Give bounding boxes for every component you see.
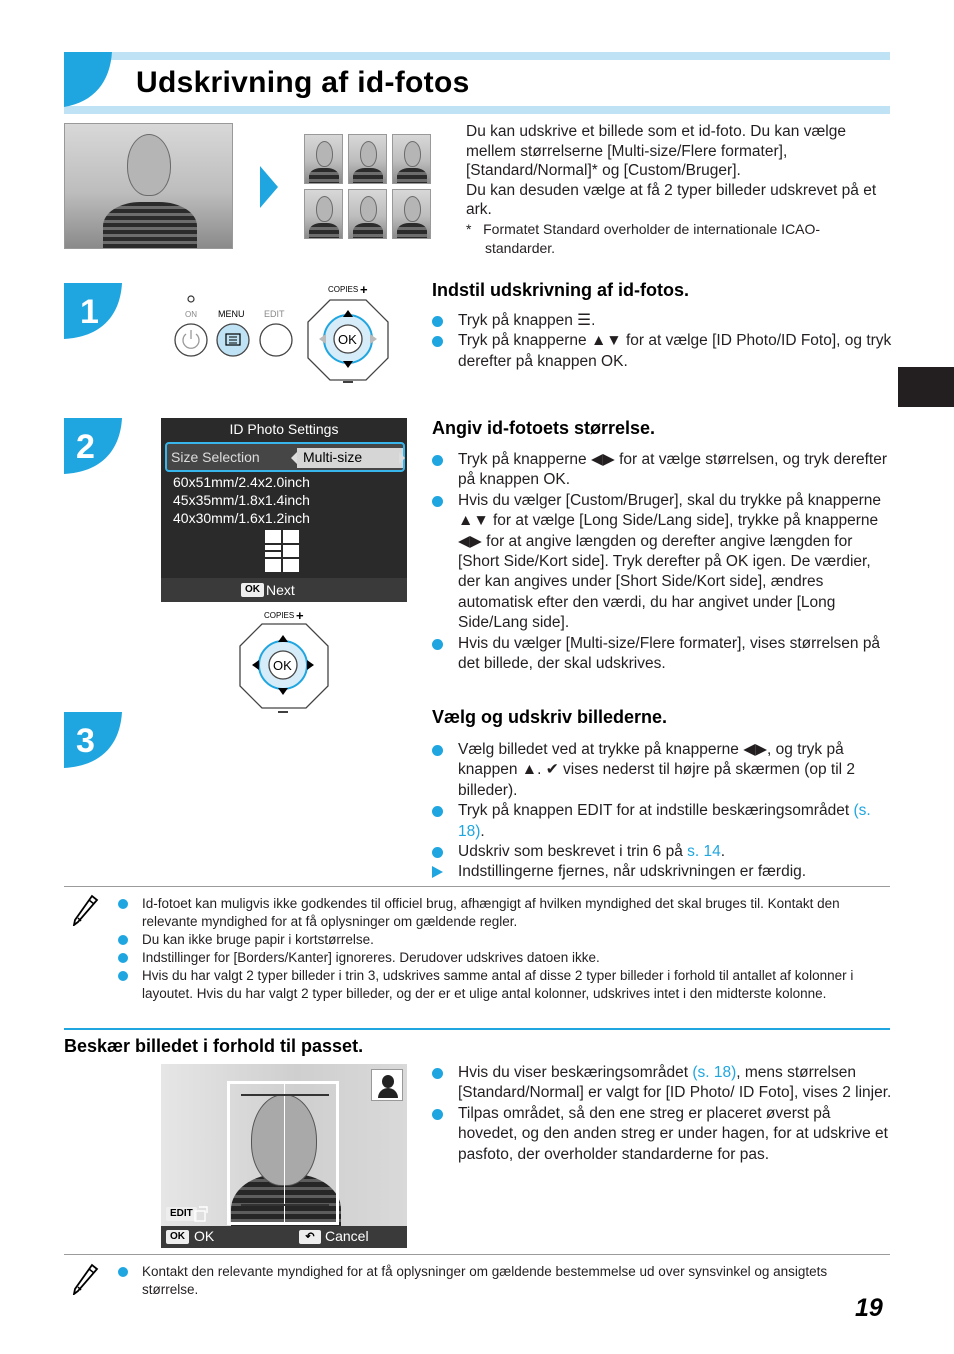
step-2-bullet-2: Hvis du vælger [Custom/Bruger], skal du trykke på knapperne ▲▼ for at vælge [Long Side/Lang side], trykke på knapperne ◀▶ for at angive længden og derefter angive længden for [Short Side/Kort side]. Tryk derefter på OK igen. De værdier, der kan angives under [Short Side/Kort side], ændres automatisk efter den værdi, du har angivet under [Long Side/Lang side]. [432,491,892,634]
pencil-icon-2 [70,1261,100,1295]
ok-badge-2: OK [166,1230,189,1244]
crop-section-heading: Beskær billedet i forhold til passet. [64,1036,364,1056]
crop-edit-screen [161,1064,407,1248]
crop-list [432,1063,892,1165]
crop-bullet-2: Tilpas området, så den ene streg er placeret øverst på hovedet, og den anden streg er under hagen, for at udskrive et pasfoto, der overholder standarderne for pas. [432,1104,892,1165]
title-swoosh-icon [64,52,124,114]
intro-paragraph-1: Du kan udskrive et billede som et id-foto. Du kan vælge mellem størrelserne [Multi-size/Flere formater], [Standard/Normal]* og [Custom/Bruger]. [466,123,846,179]
on-label: ON [185,310,197,319]
edit-button [260,324,292,356]
notes-list-1 [116,895,886,1003]
size-option-3: 40x30mm/1.6x1.2inch [173,510,310,526]
intro-footnote: * Formatet Standard overholder de internationale ICAO-standarder. [466,220,821,256]
ok-badge: OK [241,583,264,597]
intro-paragraph-2: Du kan desuden vælge at få 2 typer billeder udskrevet på et ark. [466,181,877,218]
pencil-icon [70,892,100,926]
step-1-badge [64,283,122,341]
svg-text:+: + [360,282,368,297]
step-3-badge [64,712,122,770]
size-selection-row[interactable] [165,442,405,472]
rotate-icon [193,1205,209,1223]
copies-label: COPIES [328,285,359,294]
portrait-photo [64,123,233,249]
step-3-bullet-1: Vælg billedet ved at trykke på knapperne ◀▶, og tryk på knappen ▲. ✔ vises nederst til højre på skærmen (op til 2 billeder). [432,740,892,801]
layout-preview-icon [265,530,299,572]
link-page-14[interactable]: s. 14 [687,843,721,861]
copies-label-2: COPIES [264,611,295,620]
screen-footer [161,578,407,602]
title-band-top [64,52,890,60]
svg-text:+: + [296,608,304,623]
back-icon: ↶ [299,1230,321,1244]
step-3-list [432,740,892,883]
page-number: 19 [855,1294,883,1322]
screen-title: ID Photo Settings [229,421,339,437]
step-1-list [432,311,892,372]
notes-list-2 [116,1263,836,1299]
printer-buttons-diagram [170,282,390,388]
section-divider [64,1028,890,1030]
step-1-heading: Indstil udskrivning af id-fotos. [432,280,690,300]
note-5: Kontakt den relevante myndighed for at få oplysninger om gældende bestemmelse ud over synsvinkel og ansigtets størrelse. [116,1263,836,1299]
step-3-result: Indstillingerne fjernes, når udskrivningen er færdig. [432,862,892,882]
next-label: Next [266,582,295,598]
step-1-number: 1 [80,293,99,331]
size-option-2: 45x35mm/1.8x1.4inch [173,492,310,508]
step-3-bullet-3: Udskriv som beskrevet i trin 6 på s. 14. [432,842,892,862]
step-1-bullet-2: Tryk på knapperne ▲▼ for at vælge [ID Photo/ID Foto], og tryk derefter på knappen OK. [432,331,892,372]
step-3-number: 3 [76,722,95,760]
guide-line-bottom[interactable] [241,1204,329,1206]
ok-label-2: OK [273,658,292,673]
size-selection-value: Multi-size [297,448,403,468]
title-band-bottom [64,106,890,114]
person-icon [371,1069,403,1101]
step-2-bullet-1: Tryk på knapperne ◀▶ for at vælge størrelsen, og tryk derefter på knappen OK. [432,450,892,491]
ok-label-3: OK [194,1228,215,1244]
divider-top-notes [64,886,890,887]
arrow-right-icon [260,166,278,208]
note-3: Indstillinger for [Borders/Kanter] ignoreres. Derudover udskrives datoen ikke. [116,949,886,967]
intro-text [466,122,886,258]
link-page-18[interactable]: (s. 18) [458,802,871,840]
step-2-heading: Angiv id-fotoets størrelse. [432,418,656,438]
size-option-1: 60x51mm/2.4x2.0inch [173,474,310,490]
step-3-bullet-2: Tryk på knappen EDIT for at indstille beskæringsområdet (s. 18). [432,801,892,842]
right-arrow-icon [399,452,405,464]
cancel-label: Cancel [325,1228,369,1244]
power-button [175,324,207,356]
edit-label: EDIT [264,309,285,319]
edit-badge: EDIT [166,1207,197,1221]
note-2: Du kan ikke bruge papir i kortstørrelse. [116,931,886,949]
divider-bottom-notes [64,1254,890,1255]
size-selection-label: Size Selection [171,449,260,465]
step-2-badge [64,418,122,476]
id-photo-settings-screen [161,418,407,602]
page-title: Udskrivning af id-fotos [136,66,470,99]
link-page-18-b[interactable]: (s. 18) [692,1064,737,1081]
menu-label: MENU [218,309,245,319]
dpad-diagram [238,608,330,716]
step-2-number: 2 [76,428,95,466]
note-1: Id-fotoet kan muligvis ikke godkendes til officiel brug, afhængigt af hvilken myndighed det skal bruges til. Kontakt den relevante myndighed for at få oplysninger om gældende regler. [116,895,886,931]
crop-bullet-1: Hvis du viser beskæringsområdet (s. 18), mens størrelsen [Standard/Normal] er valgt for [ID Photo/ ID Foto], vises 2 linjer. [432,1063,892,1104]
step-1-bullet-1: Tryk på knappen ☰. [432,311,892,331]
chapter-tab [898,367,954,407]
step-3-heading: Vælg og udskriv billederne. [432,707,668,727]
left-arrow-icon [291,452,297,464]
step-2-list [432,450,892,674]
note-4: Hvis du har valgt 2 typer billeder i trin 3, udskrives samme antal af disse 2 typer billeder i forhold til antallet af kolonner i layoutet. Hvis du har valgt 2 typer billeder, og der er et ulige antal kolonner, udskrives intet i den midterste kolonne. [116,967,886,1003]
step-2-bullet-3: Hvis du vælger [Multi-size/Flere formater], vises størrelsen på det billede, der skal udskrives. [432,634,892,675]
ok-label: OK [338,332,357,347]
guide-line-top[interactable] [241,1094,329,1096]
